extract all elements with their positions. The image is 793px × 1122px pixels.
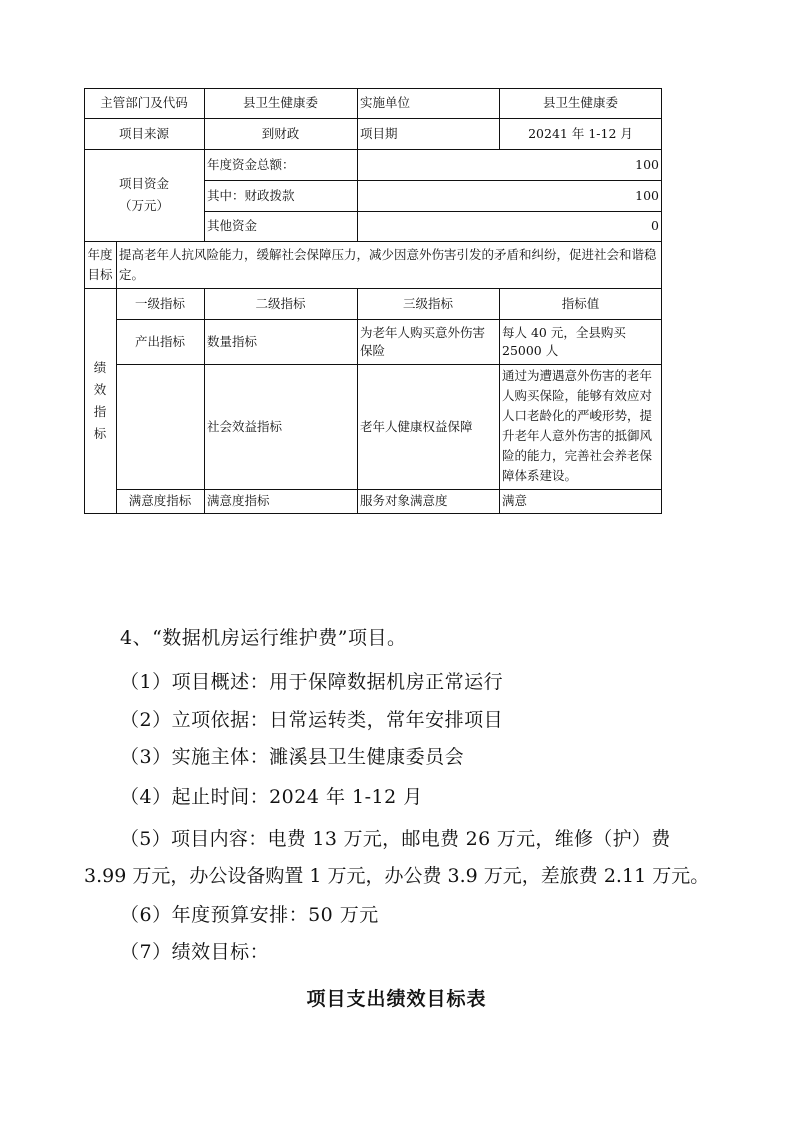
row3-l1: 满意度指标 (128, 493, 192, 508)
funds-other-value: 0 (651, 218, 659, 233)
source-value: 到财政 (261, 125, 300, 141)
performance-target-table (84, 88, 662, 514)
goal-label: 年度目标 (87, 246, 113, 282)
para-overview: （1）项目概述：用于保障数据机房正常运行 (120, 671, 504, 693)
funds-other-label: 其他资金 (207, 218, 258, 233)
header-l2: 二级指标 (255, 295, 306, 311)
header-value: 指标值 (561, 295, 600, 311)
para-subject: （3）实施主体：濉溪县卫生健康委员会 (120, 746, 465, 768)
row2-value: 通过为遭遇意外伤害的老年人购买保险，能够有效应对人口老龄化的严峻形势，提升老年人意外伤害的抵御风险的能力，完善社会养老保障体系建设。 (502, 368, 653, 483)
para-time: （4）起止时间：2024 年 1-12 月 (120, 786, 423, 808)
para-content-line1: （5）项目内容：电费 13 万元，邮电费 26 万元，维修（护）费 (120, 828, 671, 850)
row3-l3: 服务对象满意度 (360, 493, 448, 508)
source-label: 项目来源 (118, 125, 169, 141)
period-value: 20241 年 1-12 月 (528, 125, 633, 141)
header-l1: 一级指标 (134, 295, 185, 311)
period-label: 项目期 (360, 125, 398, 141)
header-l3: 三级指标 (402, 295, 453, 311)
row1-value: 每人 40 元，全县购买 25000 人 (502, 324, 626, 358)
perf-label: 绩效指标 (93, 360, 107, 441)
row2-l1 (116, 364, 204, 489)
row2-l2: 社会效益指标 (207, 418, 283, 434)
funds-total-value: 100 (635, 156, 659, 172)
row1-l1: 产出指标 (134, 333, 185, 349)
funds-label: 项目资金 （万元） (118, 176, 169, 213)
row1-l3: 为老年人购买意外伤害保险 (360, 324, 486, 358)
row2-l3: 老年人健康权益保障 (360, 418, 473, 434)
goal-text: 提高老年人抗风险能力，缓解社会保障压力，减少因意外伤害引发的矛盾和纠纷，促进社会和谐稳定。 (119, 246, 657, 282)
para-content-line2: 3.99 万元，办公设备购置 1 万元，办公费 3.9 万元，差旅费 2.11 万元。 (84, 865, 710, 887)
impl-label: 实施单位 (360, 95, 411, 110)
impl-value: 县卫生健康委 (542, 95, 618, 110)
row1-l2: 数量指标 (207, 333, 258, 349)
funds-fiscal-value: 100 (635, 187, 659, 203)
dept-label: 主管部门及代码 (100, 95, 188, 110)
funds-fiscal-label: 其中：财政拨款 (207, 187, 295, 203)
dept-value: 县卫生健康委 (242, 95, 318, 110)
para-goal: （7）绩效目标： (120, 941, 270, 963)
row3-l2: 满意度指标 (207, 493, 270, 508)
funds-total-label: 年度资金总额： (207, 156, 295, 172)
table-title: 项目支出绩效目标表 (306, 988, 487, 1010)
para-basis: （2）立项依据：日常运转类，常年安排项目 (120, 709, 504, 731)
item-heading: 4、“数据机房运行维护费”项目。 (120, 627, 407, 649)
row3-value: 满意 (502, 493, 528, 508)
para-budget: （6）年度预算安排：50 万元 (120, 904, 379, 926)
